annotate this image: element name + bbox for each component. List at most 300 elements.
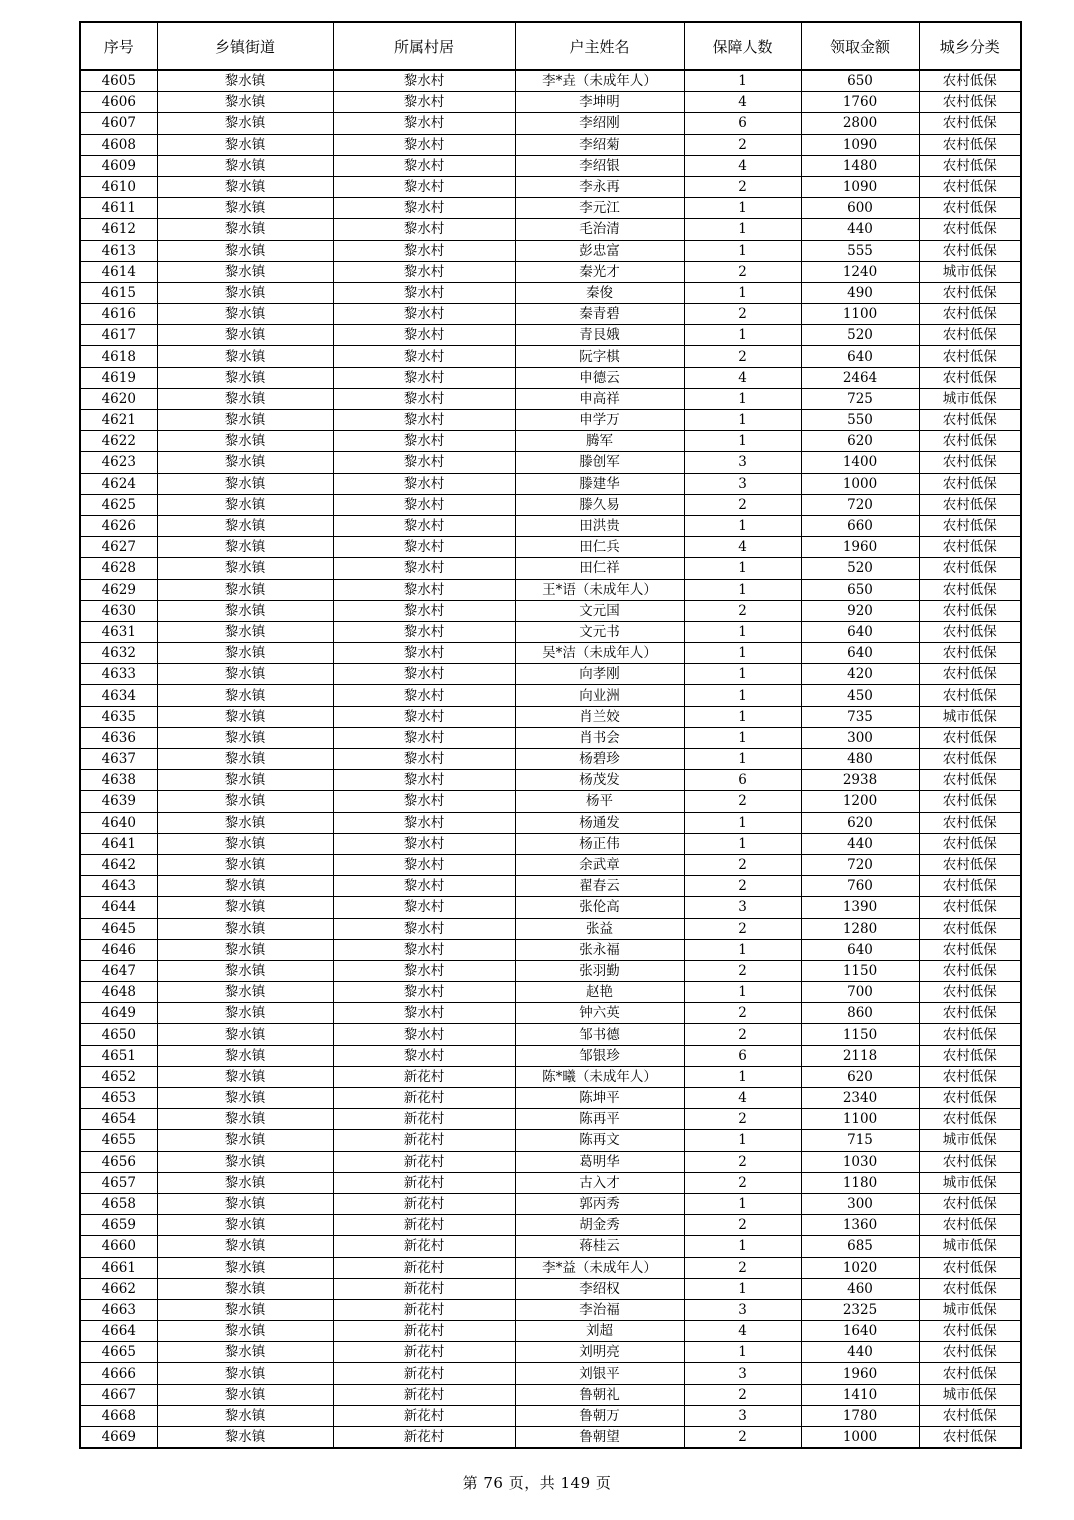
cell-householder: 李治福 [515, 1299, 684, 1320]
header-amount: 领取金额 [801, 22, 919, 70]
cell-serial: 4646 [80, 939, 157, 960]
table-row [80, 854, 1021, 875]
cell-village: 黎水村 [333, 240, 515, 261]
cell-serial: 4662 [80, 1278, 157, 1299]
cell-persons: 4 [684, 155, 801, 176]
cell-township: 黎水镇 [157, 1130, 333, 1151]
table-row [80, 643, 1021, 664]
cell-persons: 2 [684, 494, 801, 515]
table-row [80, 494, 1021, 515]
table-row [80, 1109, 1021, 1130]
cell-householder: 鲁朝望 [515, 1427, 684, 1449]
header-persons: 保障人数 [684, 22, 801, 70]
cell-village: 黎水村 [333, 367, 515, 388]
cell-category: 城市低保 [919, 261, 1021, 282]
cell-serial: 4655 [80, 1130, 157, 1151]
cell-householder: 蒋桂云 [515, 1236, 684, 1257]
table-row [80, 833, 1021, 854]
cell-township: 黎水镇 [157, 219, 333, 240]
cell-persons: 1 [684, 833, 801, 854]
cell-category: 农村低保 [919, 240, 1021, 261]
cell-village: 黎水村 [333, 897, 515, 918]
cell-householder: 肖书会 [515, 727, 684, 748]
cell-amount: 2325 [801, 1299, 919, 1320]
cell-serial: 4608 [80, 134, 157, 155]
cell-householder: 阮字棋 [515, 346, 684, 367]
cell-township: 黎水镇 [157, 346, 333, 367]
cell-serial: 4667 [80, 1384, 157, 1405]
cell-persons: 2 [684, 1024, 801, 1045]
cell-persons: 2 [684, 791, 801, 812]
cell-village: 新花村 [333, 1321, 515, 1342]
cell-village: 新花村 [333, 1278, 515, 1299]
cell-amount: 1000 [801, 473, 919, 494]
cell-householder: 张羽勤 [515, 960, 684, 981]
cell-village: 新花村 [333, 1342, 515, 1363]
cell-persons: 2 [684, 346, 801, 367]
cell-serial: 4657 [80, 1172, 157, 1193]
cell-persons: 4 [684, 537, 801, 558]
table-row [80, 1257, 1021, 1278]
cell-village: 黎水村 [333, 282, 515, 303]
table-row [80, 621, 1021, 642]
cell-village: 黎水村 [333, 494, 515, 515]
cell-householder: 李绍刚 [515, 113, 684, 134]
cell-township: 黎水镇 [157, 134, 333, 155]
cell-village: 黎水村 [333, 749, 515, 770]
cell-village: 新花村 [333, 1384, 515, 1405]
cell-persons: 6 [684, 1045, 801, 1066]
cell-persons: 1 [684, 643, 801, 664]
cell-category: 农村低保 [919, 1024, 1021, 1045]
cell-persons: 2 [684, 918, 801, 939]
cell-serial: 4660 [80, 1236, 157, 1257]
cell-township: 黎水镇 [157, 1236, 333, 1257]
cell-village: 黎水村 [333, 261, 515, 282]
cell-amount: 735 [801, 706, 919, 727]
cell-serial: 4626 [80, 515, 157, 536]
cell-township: 黎水镇 [157, 1299, 333, 1320]
cell-category: 农村低保 [919, 770, 1021, 791]
cell-amount: 1400 [801, 452, 919, 473]
cell-amount: 700 [801, 982, 919, 1003]
table-row [80, 1003, 1021, 1024]
cell-serial: 4656 [80, 1151, 157, 1172]
cell-amount: 650 [801, 579, 919, 600]
cell-category: 农村低保 [919, 643, 1021, 664]
cell-householder: 田仁祥 [515, 558, 684, 579]
cell-amount: 450 [801, 685, 919, 706]
header-householder: 户主姓名 [515, 22, 684, 70]
cell-amount: 1760 [801, 92, 919, 113]
table-row [80, 600, 1021, 621]
cell-amount: 460 [801, 1278, 919, 1299]
cell-serial: 4658 [80, 1193, 157, 1214]
cell-village: 黎水村 [333, 558, 515, 579]
cell-township: 黎水镇 [157, 706, 333, 727]
cell-category: 农村低保 [919, 685, 1021, 706]
cell-amount: 440 [801, 1342, 919, 1363]
cell-serial: 4625 [80, 494, 157, 515]
cell-township: 黎水镇 [157, 770, 333, 791]
cell-village: 黎水村 [333, 70, 515, 92]
cell-category: 农村低保 [919, 325, 1021, 346]
cell-category: 农村低保 [919, 579, 1021, 600]
cell-township: 黎水镇 [157, 1045, 333, 1066]
cell-serial: 4651 [80, 1045, 157, 1066]
cell-township: 黎水镇 [157, 261, 333, 282]
cell-category: 农村低保 [919, 1215, 1021, 1236]
cell-persons: 1 [684, 1066, 801, 1087]
cell-amount: 620 [801, 1066, 919, 1087]
cell-amount: 685 [801, 1236, 919, 1257]
cell-township: 黎水镇 [157, 176, 333, 197]
cell-persons: 1 [684, 1342, 801, 1363]
table-row [80, 1215, 1021, 1236]
cell-amount: 520 [801, 558, 919, 579]
cell-persons: 1 [684, 706, 801, 727]
cell-category: 城市低保 [919, 1236, 1021, 1257]
cell-householder: 赵艳 [515, 982, 684, 1003]
cell-village: 黎水村 [333, 219, 515, 240]
cell-householder: 李坤明 [515, 92, 684, 113]
cell-village: 新花村 [333, 1066, 515, 1087]
cell-householder: 葛明华 [515, 1151, 684, 1172]
cell-township: 黎水镇 [157, 198, 333, 219]
table-header-row [80, 22, 1021, 70]
cell-householder: 胡金秀 [515, 1215, 684, 1236]
cell-category: 城市低保 [919, 388, 1021, 409]
cell-category: 农村低保 [919, 92, 1021, 113]
cell-serial: 4645 [80, 918, 157, 939]
cell-householder: 秦青碧 [515, 304, 684, 325]
cell-persons: 1 [684, 558, 801, 579]
cell-township: 黎水镇 [157, 643, 333, 664]
cell-householder: 邹银珍 [515, 1045, 684, 1066]
cell-amount: 640 [801, 346, 919, 367]
cell-township: 黎水镇 [157, 473, 333, 494]
cell-amount: 520 [801, 325, 919, 346]
cell-serial: 4614 [80, 261, 157, 282]
cell-village: 黎水村 [333, 791, 515, 812]
cell-village: 黎水村 [333, 960, 515, 981]
cell-serial: 4636 [80, 727, 157, 748]
cell-householder: 李永再 [515, 176, 684, 197]
cell-persons: 1 [684, 621, 801, 642]
cell-serial: 4618 [80, 346, 157, 367]
cell-persons: 1 [684, 1236, 801, 1257]
cell-serial: 4638 [80, 770, 157, 791]
cell-serial: 4633 [80, 664, 157, 685]
table-row [80, 897, 1021, 918]
cell-village: 黎水村 [333, 388, 515, 409]
cell-householder: 申德云 [515, 367, 684, 388]
cell-persons: 2 [684, 1172, 801, 1193]
cell-amount: 1480 [801, 155, 919, 176]
cell-householder: 申学万 [515, 410, 684, 431]
cell-persons: 1 [684, 1130, 801, 1151]
cell-category: 农村低保 [919, 600, 1021, 621]
cell-serial: 4606 [80, 92, 157, 113]
cell-persons: 1 [684, 685, 801, 706]
cell-category: 农村低保 [919, 473, 1021, 494]
cell-householder: 刘银平 [515, 1363, 684, 1384]
cell-category: 农村低保 [919, 1045, 1021, 1066]
cell-township: 黎水镇 [157, 410, 333, 431]
cell-serial: 4622 [80, 431, 157, 452]
cell-township: 黎水镇 [157, 876, 333, 897]
table-row [80, 1278, 1021, 1299]
cell-village: 黎水村 [333, 812, 515, 833]
table-row [80, 579, 1021, 600]
cell-householder: 滕建华 [515, 473, 684, 494]
cell-township: 黎水镇 [157, 1427, 333, 1449]
cell-township: 黎水镇 [157, 621, 333, 642]
cell-serial: 4611 [80, 198, 157, 219]
cell-category: 农村低保 [919, 113, 1021, 134]
cell-householder: 陈再文 [515, 1130, 684, 1151]
cell-persons: 2 [684, 261, 801, 282]
cell-category: 农村低保 [919, 1342, 1021, 1363]
cell-village: 黎水村 [333, 918, 515, 939]
cell-township: 黎水镇 [157, 431, 333, 452]
table-row [80, 558, 1021, 579]
table-row [80, 1130, 1021, 1151]
cell-amount: 1030 [801, 1151, 919, 1172]
cell-township: 黎水镇 [157, 1342, 333, 1363]
cell-persons: 1 [684, 749, 801, 770]
cell-village: 新花村 [333, 1130, 515, 1151]
cell-amount: 640 [801, 643, 919, 664]
cell-persons: 2 [684, 134, 801, 155]
cell-serial: 4641 [80, 833, 157, 854]
cell-township: 黎水镇 [157, 791, 333, 812]
cell-amount: 1640 [801, 1321, 919, 1342]
table-row [80, 749, 1021, 770]
cell-amount: 650 [801, 70, 919, 92]
table-row [80, 515, 1021, 536]
cell-amount: 1100 [801, 304, 919, 325]
cell-category: 农村低保 [919, 621, 1021, 642]
table-row [80, 410, 1021, 431]
cell-householder: 田洪贵 [515, 515, 684, 536]
cell-amount: 600 [801, 198, 919, 219]
cell-persons: 3 [684, 1405, 801, 1426]
cell-serial: 4615 [80, 282, 157, 303]
cell-township: 黎水镇 [157, 1321, 333, 1342]
table-row [80, 92, 1021, 113]
cell-persons: 4 [684, 367, 801, 388]
cell-category: 农村低保 [919, 176, 1021, 197]
cell-village: 黎水村 [333, 600, 515, 621]
table-row [80, 1342, 1021, 1363]
cell-householder: 杨碧珍 [515, 749, 684, 770]
cell-householder: 文元书 [515, 621, 684, 642]
cell-persons: 1 [684, 388, 801, 409]
cell-village: 新花村 [333, 1215, 515, 1236]
cell-persons: 2 [684, 1215, 801, 1236]
cell-category: 农村低保 [919, 558, 1021, 579]
cell-amount: 440 [801, 219, 919, 240]
cell-householder: 张永福 [515, 939, 684, 960]
cell-serial: 4643 [80, 876, 157, 897]
cell-category: 农村低保 [919, 134, 1021, 155]
cell-category: 农村低保 [919, 664, 1021, 685]
table-row [80, 240, 1021, 261]
cell-amount: 1150 [801, 1024, 919, 1045]
cell-persons: 1 [684, 727, 801, 748]
cell-householder: 向业洲 [515, 685, 684, 706]
cell-persons: 2 [684, 304, 801, 325]
cell-persons: 2 [684, 1384, 801, 1405]
table-row [80, 198, 1021, 219]
cell-householder: 李*益（未成年人） [515, 1257, 684, 1278]
cell-township: 黎水镇 [157, 1151, 333, 1172]
table-row [80, 727, 1021, 748]
cell-township: 黎水镇 [157, 388, 333, 409]
table-row [80, 1024, 1021, 1045]
table-row [80, 960, 1021, 981]
table-row [80, 1363, 1021, 1384]
cell-village: 黎水村 [333, 410, 515, 431]
cell-township: 黎水镇 [157, 367, 333, 388]
table-row [80, 452, 1021, 473]
table-row [80, 367, 1021, 388]
cell-householder: 彭忠富 [515, 240, 684, 261]
cell-serial: 4637 [80, 749, 157, 770]
cell-householder: 陈*曦（未成年人） [515, 1066, 684, 1087]
cell-category: 农村低保 [919, 1363, 1021, 1384]
cell-category: 农村低保 [919, 1405, 1021, 1426]
cell-township: 黎水镇 [157, 113, 333, 134]
table-row [80, 304, 1021, 325]
cell-category: 城市低保 [919, 1172, 1021, 1193]
cell-village: 黎水村 [333, 155, 515, 176]
cell-village: 黎水村 [333, 198, 515, 219]
cell-householder: 李绍权 [515, 1278, 684, 1299]
cell-householder: 杨正伟 [515, 833, 684, 854]
table-row [80, 1405, 1021, 1426]
cell-village: 黎水村 [333, 1045, 515, 1066]
cell-householder: 张伦高 [515, 897, 684, 918]
cell-serial: 4650 [80, 1024, 157, 1045]
cell-persons: 4 [684, 1088, 801, 1109]
table-row [80, 219, 1021, 240]
cell-amount: 1150 [801, 960, 919, 981]
cell-householder: 古入才 [515, 1172, 684, 1193]
cell-amount: 1090 [801, 134, 919, 155]
cell-amount: 1960 [801, 537, 919, 558]
cell-householder: 余武章 [515, 854, 684, 875]
header-village: 所属村居 [333, 22, 515, 70]
cell-serial: 4610 [80, 176, 157, 197]
table-row [80, 134, 1021, 155]
cell-serial: 4629 [80, 579, 157, 600]
cell-category: 农村低保 [919, 939, 1021, 960]
cell-village: 黎水村 [333, 664, 515, 685]
cell-amount: 1200 [801, 791, 919, 812]
cell-village: 黎水村 [333, 982, 515, 1003]
page-footer: 第 76 页，共 149 页 [462, 1474, 612, 1492]
cell-amount: 1020 [801, 1257, 919, 1278]
cell-category: 城市低保 [919, 706, 1021, 727]
cell-amount: 490 [801, 282, 919, 303]
cell-serial: 4639 [80, 791, 157, 812]
cell-persons: 1 [684, 431, 801, 452]
cell-village: 新花村 [333, 1405, 515, 1426]
cell-serial: 4654 [80, 1109, 157, 1130]
table-row [80, 876, 1021, 897]
cell-persons: 6 [684, 113, 801, 134]
cell-category: 农村低保 [919, 1278, 1021, 1299]
cell-village: 新花村 [333, 1151, 515, 1172]
cell-category: 农村低保 [919, 367, 1021, 388]
cell-township: 黎水镇 [157, 515, 333, 536]
cell-village: 黎水村 [333, 643, 515, 664]
cell-amount: 715 [801, 1130, 919, 1151]
cell-serial: 4647 [80, 960, 157, 981]
cell-householder: 田仁兵 [515, 537, 684, 558]
cell-category: 农村低保 [919, 410, 1021, 431]
table-row [80, 1045, 1021, 1066]
table-row [80, 982, 1021, 1003]
document-table-container [79, 21, 1020, 1449]
cell-amount: 2800 [801, 113, 919, 134]
table-row [80, 1172, 1021, 1193]
cell-serial: 4644 [80, 897, 157, 918]
cell-amount: 2340 [801, 1088, 919, 1109]
cell-village: 新花村 [333, 1427, 515, 1449]
cell-serial: 4663 [80, 1299, 157, 1320]
cell-persons: 2 [684, 1257, 801, 1278]
cell-township: 黎水镇 [157, 982, 333, 1003]
cell-serial: 4642 [80, 854, 157, 875]
cell-category: 农村低保 [919, 1151, 1021, 1172]
cell-township: 黎水镇 [157, 1405, 333, 1426]
cell-village: 新花村 [333, 1172, 515, 1193]
table-row [80, 664, 1021, 685]
cell-township: 黎水镇 [157, 1024, 333, 1045]
table-row [80, 1321, 1021, 1342]
cell-persons: 3 [684, 473, 801, 494]
cell-serial: 4640 [80, 812, 157, 833]
table-row [80, 939, 1021, 960]
cell-amount: 1280 [801, 918, 919, 939]
cell-village: 新花村 [333, 1109, 515, 1130]
cell-serial: 4631 [80, 621, 157, 642]
table-row [80, 537, 1021, 558]
cell-householder: 秦俊 [515, 282, 684, 303]
cell-township: 黎水镇 [157, 1257, 333, 1278]
cell-serial: 4612 [80, 219, 157, 240]
cell-village: 黎水村 [333, 1024, 515, 1045]
cell-amount: 300 [801, 727, 919, 748]
cell-village: 黎水村 [333, 685, 515, 706]
cell-category: 农村低保 [919, 854, 1021, 875]
cell-village: 黎水村 [333, 515, 515, 536]
cell-householder: 鲁朝万 [515, 1405, 684, 1426]
cell-householder: 申高祥 [515, 388, 684, 409]
cell-persons: 3 [684, 452, 801, 473]
cell-serial: 4609 [80, 155, 157, 176]
cell-township: 黎水镇 [157, 897, 333, 918]
cell-serial: 4632 [80, 643, 157, 664]
cell-serial: 4666 [80, 1363, 157, 1384]
cell-amount: 660 [801, 515, 919, 536]
cell-township: 黎水镇 [157, 1193, 333, 1214]
cell-amount: 920 [801, 600, 919, 621]
cell-township: 黎水镇 [157, 579, 333, 600]
